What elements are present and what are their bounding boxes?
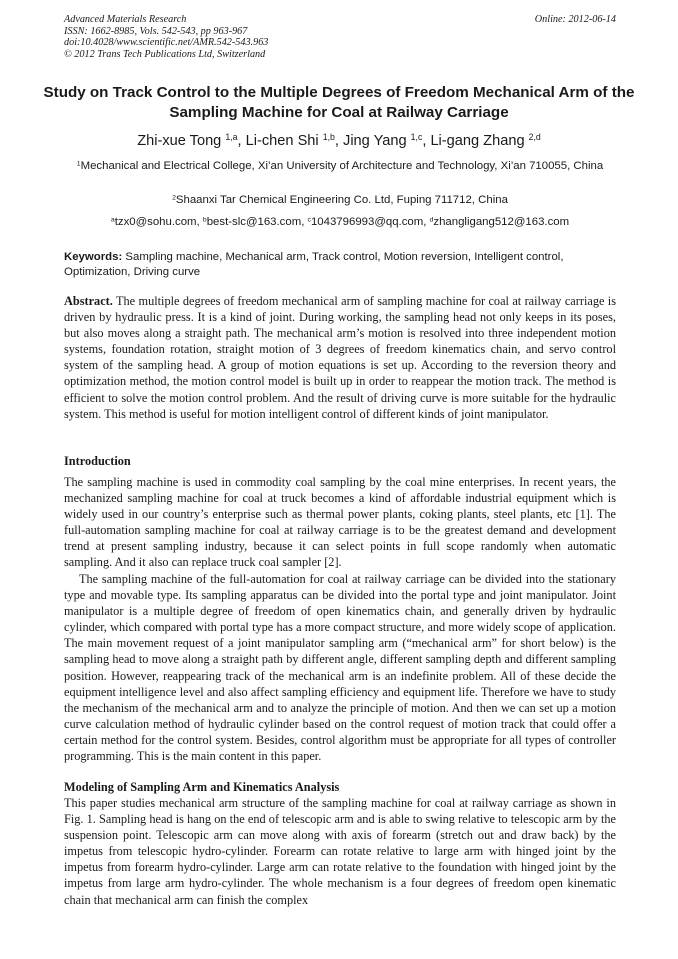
email-address[interactable]: zhangligang512@163.com [433,216,570,228]
introduction-heading: Introduction [64,454,131,468]
author-superscript: 1,c [410,132,423,143]
abstract-text: The multiple degrees of freedom mechanical arm of sampling machine for coal at railway carriage is driven by hydraulic press. It is a kind of joint. During working, the sampling head not only keeps in its poses, but also moves along a straight path. The mechanical arm’s motion is resolved into three independent motion systems, foundation rotation, straight motion of 3 degrees of freedom kinematics chain, and servo control system of the sampling head. A group of motion equations is set up. According to the reversion theory and optimization method, the motion control model is built up in order to reappear the motion track. The method is efficient to solve the motion control problem. And the result of driving curve is more suitable for the hydraulic system. This method is useful for motion intelligent control of different kinds of joint manipulator. [64,294,617,421]
email-list [64,214,616,230]
introduction-paragraph-1: The sampling machine is used in commodity coal sampling by the coal mine enterprises. In recent years, the mechanized sampling machine for coal at truck becomes a kind of affordable industrial equipment which is widely used in our country’s enterprise such as thermal power plants, coking plants, steel plants, etc [1]. The full-automation sampling machine for coal at railway carriage is to be the greatest demand and development trend at present sampling industry, because it can select points in full scope randomly when automatic sampling. And it also can replace truck coal sampler [2]. [64,475,616,570]
copyright-line: © 2012 Trans Tech Publications Ltd, Switzerland [64,48,266,60]
author-name: Zhi-xue Tong [137,133,222,149]
journal-name: Advanced Materials Research [64,14,187,25]
email-address[interactable]: best-slc@163.com, [206,216,305,228]
affiliation-text: Mechanical and Electrical College, Xi’an University of Architecture and Technology, Xi’an 710055, China [80,160,604,172]
introduction-paragraph-2: The sampling machine of the full-automation for coal at railway carriage can be divided into the stationary type and movable type. Its sampling apparatus can be divided into the portal type and joint manipulator. Joint manipulator is a multiple degree of freedom of open kinematics chain, and generally driven by hydraulic cylinder, which compared with portal type has a more compact structure, and more widely scope of application. The main movement request of a joint manipulator sampling arm (“mechanical arm” for short below) is the sampling head to move along a straight path by different angle, different sampling depth and different sampling position. However, reappearing track of the mechanical arm is an indefinite problem. All of these decide the equipment intelligence level and also affect sampling efficiency and equipment life. Therefore we have to study the mechanism of the mechanical arm and to analyze the principle of motion. And then we can set up a motion curve calculation method of hydraulic cylinder based on the control request of motion track that could offer a certain method for the control system. Besides, control algorithm must be appropriate for all types of controller programming. This is the main content in this paper. [64,572,616,764]
email-address[interactable]: 1043796993@qq.com, [310,216,427,228]
issn-line: ISSN: 1662-8985, Vols. 542-543, pp 963-967 [64,25,248,37]
email-mark: d [429,216,434,224]
affiliation-mark: 1 [76,160,81,168]
author-superscript: 1,b [322,132,335,143]
author-name: Jing Yang [343,133,407,149]
email-mark: b [202,216,207,224]
email-mark: a [110,216,115,224]
email-mark: c [307,216,311,224]
author-name: Li-chen Shi [245,133,319,149]
affiliation-1 [64,158,616,174]
paper-title: Study on Track Control to the Multiple Degrees of Freedom Mechanical Arm of the Sampling Machine for Coal at Railway Carriage [43,84,635,121]
abstract-label: Abstract. [64,294,113,308]
keywords-text: Sampling machine, Mechanical arm, Track control, Motion reversion, Intelligent control, Optimization, Driving curve [64,251,564,278]
modeling-heading: Modeling of Sampling Arm and Kinematics Analysis [64,780,340,794]
affiliation-mark: 2 [172,194,176,202]
online-date: Online: 2012-06-14 [534,14,616,25]
email-address[interactable]: tzx0@sohu.com, [114,216,200,228]
author-list: Zhi-xue Tong $^{1,a}$, Li-chen Shi $^{1,b}$, Jing Yang $^{1,c}$, Li-gang Zhang $^{2,d}$ [137,132,541,149]
affiliation-2 [64,192,616,208]
keywords-block [64,250,616,280]
modeling-paragraph-1: This paper studies mechanical arm structure of the sampling machine for coal at railway carriage as shown in Fig. 1. Sampling head is hang on the end of telescopic arm and is able to swing relative to telescopic arm by the suspension point. Telescopic arm can move along with axis of forearm (stretch out and draw back) by the impetus from telescopic hydro-cylinder. Forearm can rotate relative to large arm with hinged joint by the impetus from forearm hydro-cylinder. Large arm can rotate relative to the foundation with hinged joint by the impetus from large arm hydro-cylinder. The whole mechanism is a four degrees of freedom open kinematic chain that mechanical arm can finish the complex [64,796,616,907]
doi-line: doi:10.4028/www.scientific.net/AMR.542-543.963 [64,37,269,48]
journal-header [64,14,616,60]
author-superscript: 2,d [528,132,541,143]
author-superscript: 1,a [225,132,238,143]
affiliation-text: Shaanxi Tar Chemical Engineering Co. Ltd, Fuping 711712, China [175,194,508,206]
author-name: Li-gang Zhang [430,133,525,149]
abstract-paragraph [64,293,616,422]
keywords-label: Keywords: [64,251,123,263]
